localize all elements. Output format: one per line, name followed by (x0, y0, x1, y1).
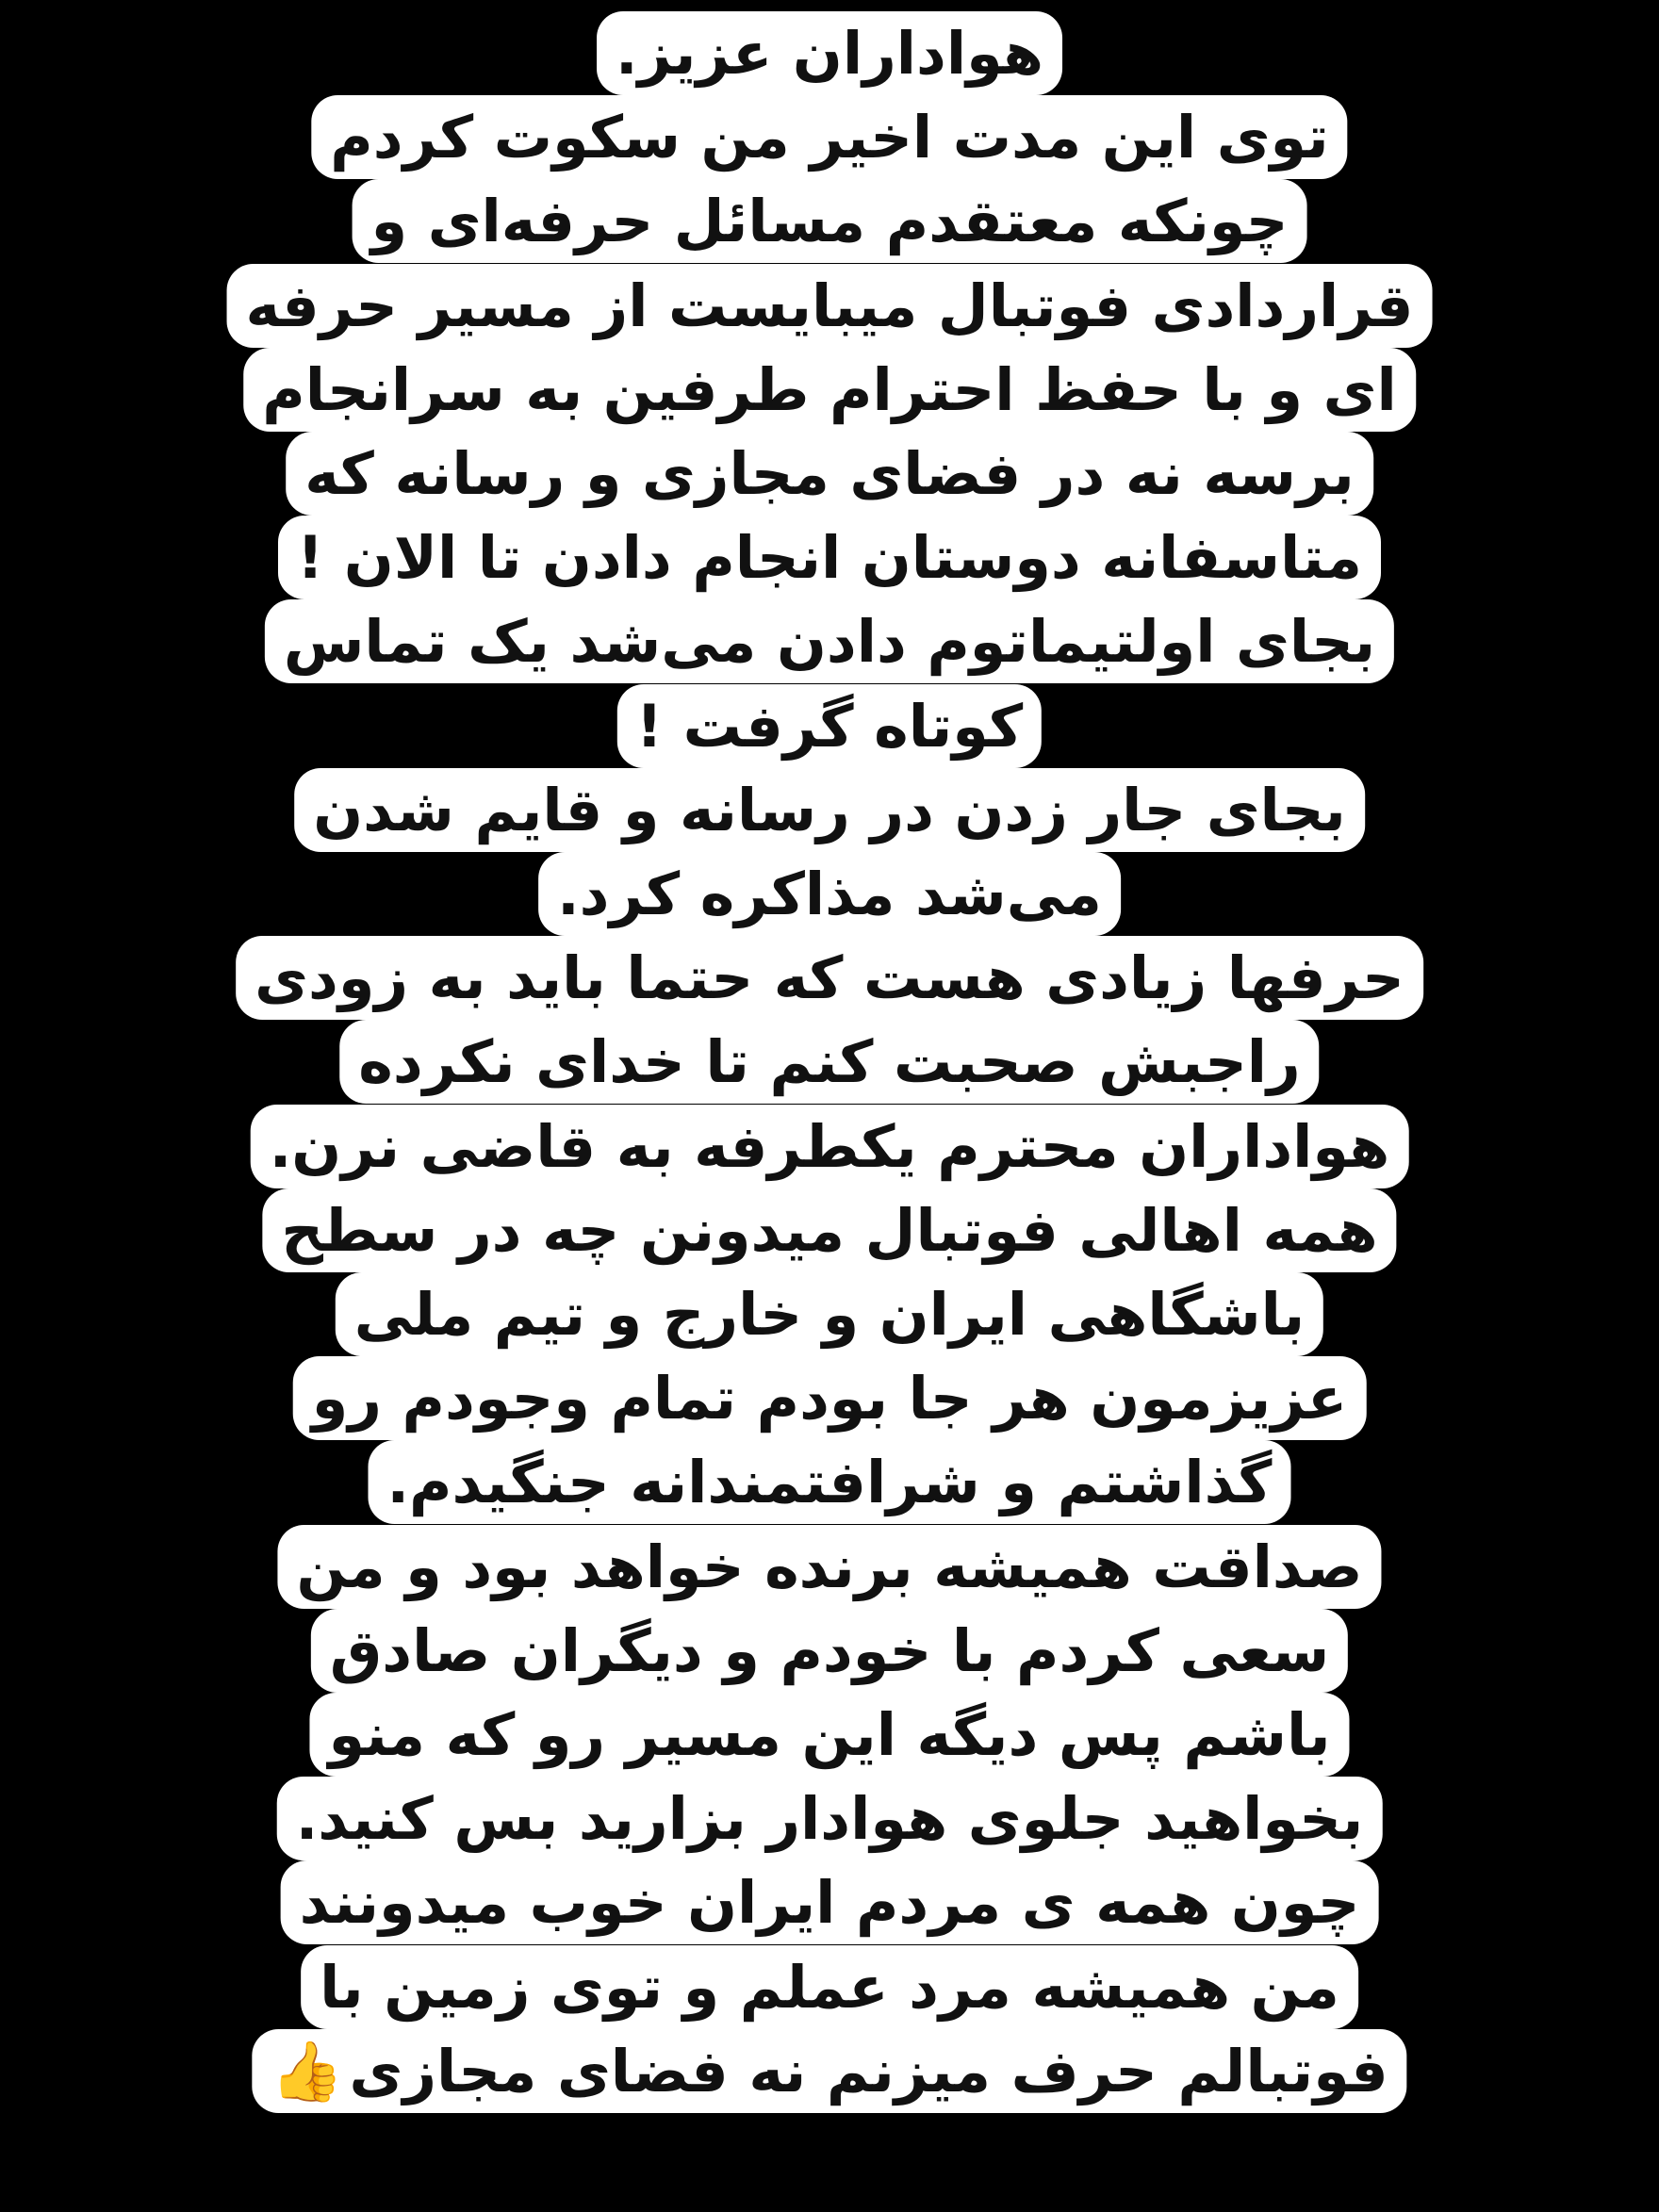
caption-line (309, 1693, 1349, 1777)
caption-line (301, 1945, 1358, 2029)
caption-line (277, 1525, 1381, 1609)
caption-text: چون همه ی مردم ایران خوب میدونند (299, 1868, 1360, 1938)
caption-text: متاسفانه دوستان انجام دادن تا الان ! (297, 523, 1362, 593)
caption-text: هواداران عزیز. (616, 19, 1043, 88)
caption-line (262, 1188, 1396, 1272)
caption-line (353, 179, 1307, 263)
caption-text: چونکه معتقدم مسائل حرفه‌ای و (370, 187, 1289, 256)
caption-line (597, 11, 1062, 95)
caption-text: کوتاه گرفت ! (635, 691, 1024, 761)
caption-line (281, 1860, 1379, 1944)
caption-line (311, 1609, 1348, 1693)
caption-line (294, 768, 1365, 852)
caption-text: بجای جار زدن در رسانه و قایم شدن (313, 775, 1346, 844)
caption-text: عزیزمون هر جا بودم تمام وجودم رو (311, 1364, 1348, 1434)
caption-line (277, 1777, 1383, 1860)
caption-line (252, 2029, 1406, 2113)
caption-line (227, 264, 1433, 348)
caption-line (617, 684, 1042, 768)
caption-line (336, 1272, 1323, 1356)
caption-text: راجبش صحبت کنم تا خدای نکرده (358, 1027, 1301, 1097)
caption-line (293, 1356, 1367, 1440)
caption-line (538, 852, 1121, 936)
caption-line (339, 1020, 1319, 1104)
thumbs-up-icon: 👍 (271, 2036, 344, 2105)
caption-text: همه اهالی فوتبال میدونن چه در سطح (281, 1195, 1378, 1265)
caption-text: باشم پس دیگه این مسیر رو که منو (328, 1700, 1331, 1769)
caption-line (369, 1440, 1291, 1524)
caption-text: بجای اولتیماتوم دادن می‌شد یک تماس (283, 607, 1376, 677)
caption-text: برسه نه در فضای مجازی و رسانه که (304, 439, 1355, 508)
caption-line (236, 936, 1423, 1020)
caption-line (278, 516, 1381, 599)
caption-text: قراردادی فوتبال میبایست از مسیر حرفه (245, 270, 1414, 340)
caption-line (251, 1105, 1409, 1188)
caption-text: بخواهید جلوی هوادار بزارید بس کنید. (295, 1784, 1364, 1854)
caption-text: هواداران محترم یکطرفه به قاضی نرن. (269, 1111, 1390, 1181)
caption-line (311, 95, 1347, 179)
caption-line (243, 348, 1416, 432)
caption-text: سعی کردم با خودم و دیگران صادق (329, 1615, 1330, 1685)
caption-line (265, 599, 1394, 683)
caption-text: توی این مدت اخیر من سکوت کردم (330, 103, 1329, 172)
caption-line (286, 432, 1373, 516)
caption-text: باشگاهی ایران و خارج و تیم ملی (353, 1280, 1306, 1349)
caption-text: ای و با حفظ احترام طرفین به سرانجام (262, 354, 1397, 424)
caption-text: من همیشه مرد عملم و توی زمین با (320, 1952, 1339, 2022)
caption-text: می‌شد مذاکره کرد. (557, 860, 1102, 928)
caption-text: گذاشتم و شرافتمندانه جنگیدم. (386, 1448, 1273, 1517)
caption-text: فوتبالم حرف میزنم نه فضای مجازی (349, 2036, 1388, 2105)
caption-text: صداقت همیشه برنده خواهد بود و من (296, 1532, 1363, 1601)
caption-text: حرفها زیادی هست که حتما باید به زودی (255, 943, 1404, 1013)
